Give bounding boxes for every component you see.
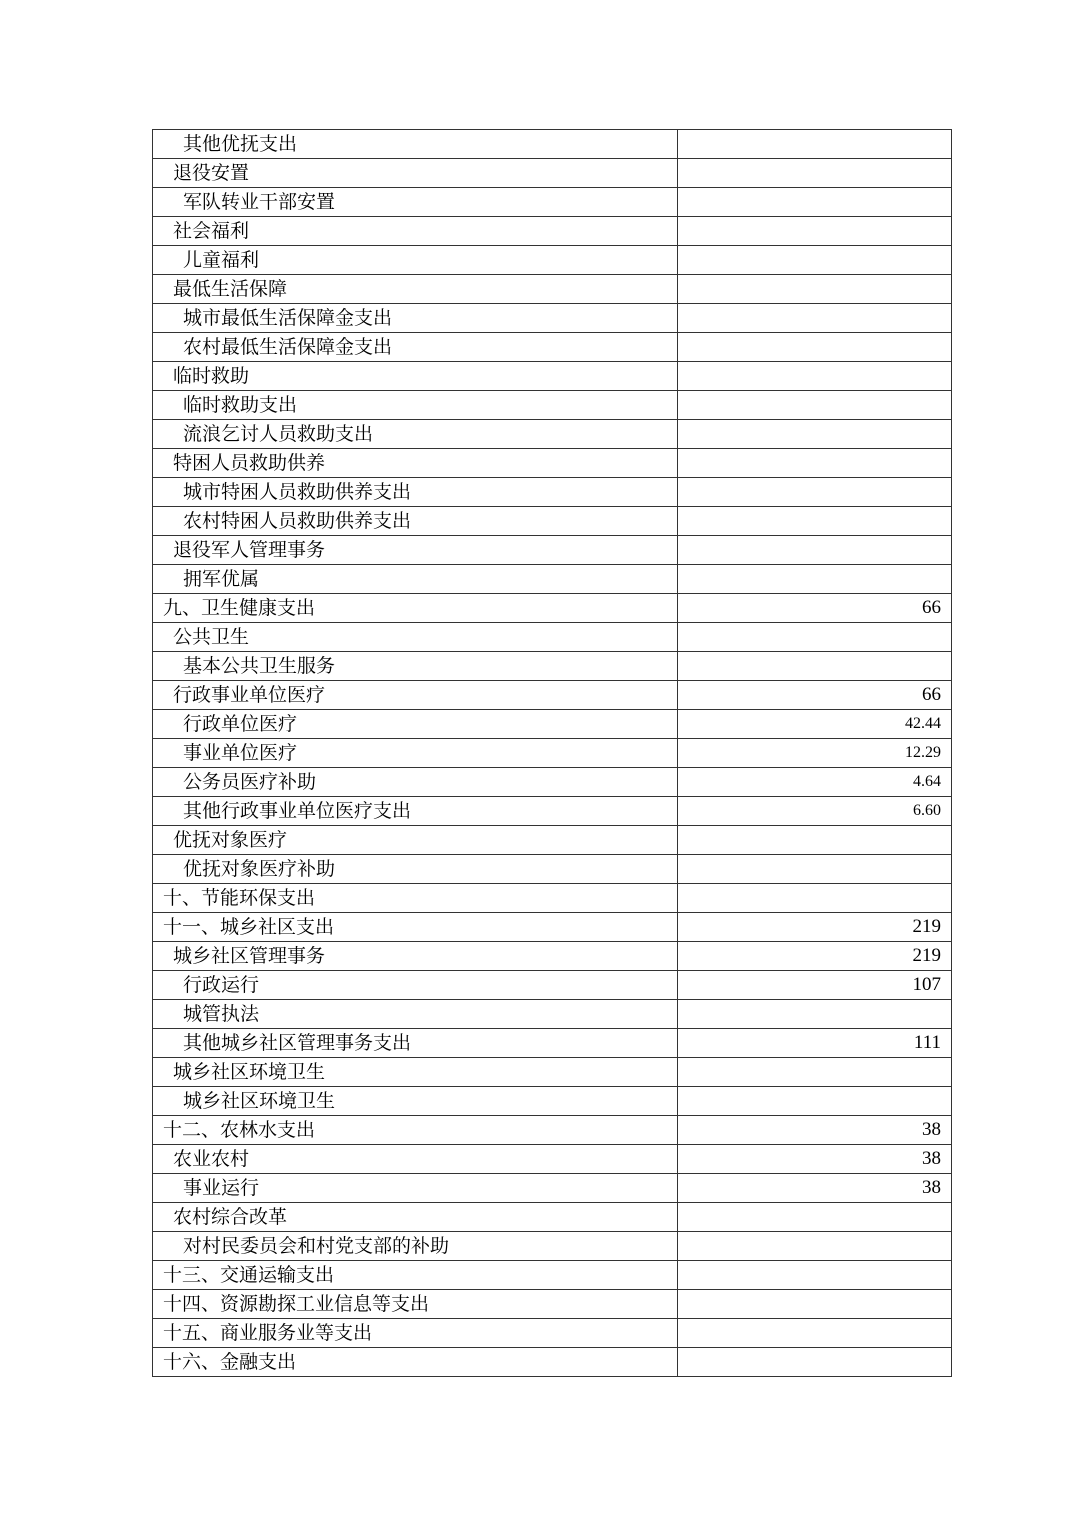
item-amount — [678, 130, 952, 159]
item-label: 城乡社区管理事务 — [153, 942, 678, 971]
table-row — [153, 1058, 952, 1087]
table-row — [153, 855, 952, 884]
table-row — [153, 275, 952, 304]
table-row — [153, 1087, 952, 1116]
item-amount: 219 — [678, 942, 952, 971]
item-label: 农村最低生活保障金支出 — [153, 333, 678, 362]
table-row — [153, 826, 952, 855]
item-amount: 4.64 — [678, 768, 952, 797]
item-label: 农村综合改革 — [153, 1203, 678, 1232]
item-label: 对村民委员会和村党支部的补助 — [153, 1232, 678, 1261]
table-row — [153, 565, 952, 594]
table-row — [153, 652, 952, 681]
table-row — [153, 1261, 952, 1290]
table-row — [153, 913, 952, 942]
item-label: 城市最低生活保障金支出 — [153, 304, 678, 333]
item-label: 其他城乡社区管理事务支出 — [153, 1029, 678, 1058]
item-amount — [678, 623, 952, 652]
item-amount — [678, 1000, 952, 1029]
budget-table-body — [153, 130, 952, 1377]
item-amount — [678, 449, 952, 478]
item-label: 城市特困人员救助供养支出 — [153, 478, 678, 507]
item-label: 十、节能环保支出 — [153, 884, 678, 913]
item-label: 最低生活保障 — [153, 275, 678, 304]
table-row — [153, 1174, 952, 1203]
item-amount: 42.44 — [678, 710, 952, 739]
table-row — [153, 884, 952, 913]
item-label: 拥军优属 — [153, 565, 678, 594]
item-amount — [678, 217, 952, 246]
table-row — [153, 188, 952, 217]
item-amount: 38 — [678, 1174, 952, 1203]
item-label: 农业农村 — [153, 1145, 678, 1174]
item-label: 城乡社区环境卫生 — [153, 1058, 678, 1087]
item-amount: 6.60 — [678, 797, 952, 826]
item-amount: 219 — [678, 913, 952, 942]
item-label: 行政运行 — [153, 971, 678, 1000]
item-label: 行政事业单位医疗 — [153, 681, 678, 710]
item-amount: 66 — [678, 681, 952, 710]
item-amount — [678, 1348, 952, 1377]
table-row — [153, 1203, 952, 1232]
item-amount: 38 — [678, 1116, 952, 1145]
table-row — [153, 1232, 952, 1261]
table-row — [153, 1290, 952, 1319]
table-row — [153, 797, 952, 826]
item-amount: 38 — [678, 1145, 952, 1174]
item-amount: 107 — [678, 971, 952, 1000]
item-label: 公共卫生 — [153, 623, 678, 652]
item-label: 农村特困人员救助供养支出 — [153, 507, 678, 536]
item-amount — [678, 1290, 952, 1319]
item-label: 十四、资源勘探工业信息等支出 — [153, 1290, 678, 1319]
table-row — [153, 1029, 952, 1058]
table-row — [153, 971, 952, 1000]
table-row — [153, 246, 952, 275]
item-label: 事业单位医疗 — [153, 739, 678, 768]
budget-table — [152, 129, 952, 1377]
table-row — [153, 536, 952, 565]
table-row — [153, 1348, 952, 1377]
item-label: 社会福利 — [153, 217, 678, 246]
item-amount — [678, 246, 952, 275]
item-label: 行政单位医疗 — [153, 710, 678, 739]
table-row — [153, 130, 952, 159]
item-label: 其他优抚支出 — [153, 130, 678, 159]
item-label: 十三、交通运输支出 — [153, 1261, 678, 1290]
item-amount — [678, 1261, 952, 1290]
item-amount: 111 — [678, 1029, 952, 1058]
item-amount — [678, 1058, 952, 1087]
item-label: 事业运行 — [153, 1174, 678, 1203]
item-label: 优抚对象医疗 — [153, 826, 678, 855]
table-row — [153, 594, 952, 623]
item-amount — [678, 188, 952, 217]
table-row — [153, 1145, 952, 1174]
table-row — [153, 942, 952, 971]
item-amount — [678, 275, 952, 304]
item-amount — [678, 826, 952, 855]
table-row — [153, 478, 952, 507]
item-label: 公务员医疗补助 — [153, 768, 678, 797]
item-amount — [678, 420, 952, 449]
item-label: 临时救助支出 — [153, 391, 678, 420]
item-amount — [678, 1319, 952, 1348]
table-row — [153, 1116, 952, 1145]
table-row — [153, 159, 952, 188]
table-row — [153, 1000, 952, 1029]
item-amount — [678, 333, 952, 362]
item-label: 十一、城乡社区支出 — [153, 913, 678, 942]
item-amount: 66 — [678, 594, 952, 623]
item-amount — [678, 1203, 952, 1232]
item-amount — [678, 304, 952, 333]
item-amount: 12.29 — [678, 739, 952, 768]
item-label: 退役军人管理事务 — [153, 536, 678, 565]
item-label: 九、卫生健康支出 — [153, 594, 678, 623]
table-row — [153, 739, 952, 768]
item-amount — [678, 536, 952, 565]
table-row — [153, 217, 952, 246]
table-row — [153, 1319, 952, 1348]
table-row — [153, 391, 952, 420]
item-amount — [678, 362, 952, 391]
item-label: 城管执法 — [153, 1000, 678, 1029]
item-amount — [678, 1087, 952, 1116]
item-label: 十六、金融支出 — [153, 1348, 678, 1377]
item-label: 儿童福利 — [153, 246, 678, 275]
table-row — [153, 710, 952, 739]
item-amount — [678, 478, 952, 507]
table-row — [153, 768, 952, 797]
table-row — [153, 333, 952, 362]
item-amount — [678, 855, 952, 884]
item-amount — [678, 159, 952, 188]
item-label: 城乡社区环境卫生 — [153, 1087, 678, 1116]
item-label: 流浪乞讨人员救助支出 — [153, 420, 678, 449]
item-label: 其他行政事业单位医疗支出 — [153, 797, 678, 826]
table-row — [153, 362, 952, 391]
table-row — [153, 681, 952, 710]
item-amount — [678, 391, 952, 420]
item-amount — [678, 507, 952, 536]
item-amount — [678, 652, 952, 681]
table-row — [153, 507, 952, 536]
item-amount — [678, 565, 952, 594]
item-label: 十五、商业服务业等支出 — [153, 1319, 678, 1348]
table-row — [153, 420, 952, 449]
table-row — [153, 623, 952, 652]
table-row — [153, 304, 952, 333]
item-amount — [678, 884, 952, 913]
table-row — [153, 449, 952, 478]
item-label: 临时救助 — [153, 362, 678, 391]
item-amount — [678, 1232, 952, 1261]
item-label: 优抚对象医疗补助 — [153, 855, 678, 884]
item-label: 十二、农林水支出 — [153, 1116, 678, 1145]
item-label: 基本公共卫生服务 — [153, 652, 678, 681]
item-label: 特困人员救助供养 — [153, 449, 678, 478]
item-label: 退役安置 — [153, 159, 678, 188]
item-label: 军队转业干部安置 — [153, 188, 678, 217]
